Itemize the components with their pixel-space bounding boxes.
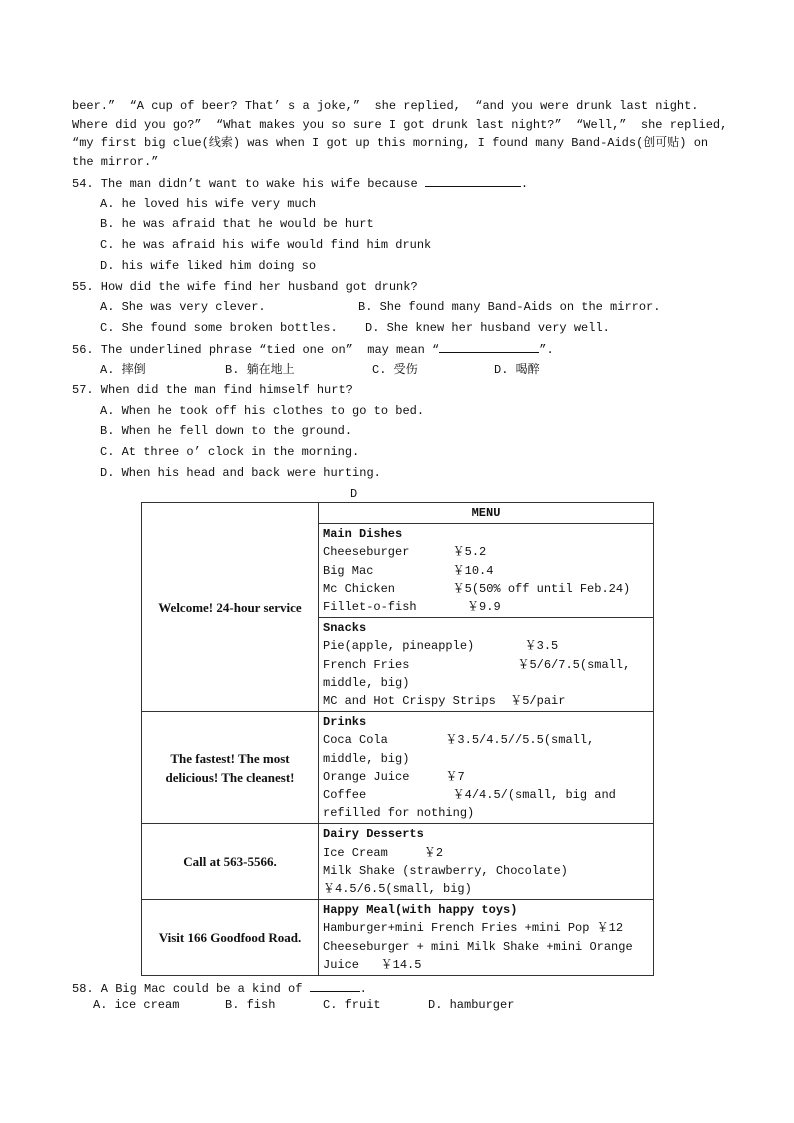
menu-item: Milk Shake (strawberry, Chocolate) ￥4.5/6.5(small, big) — [323, 863, 568, 897]
option-58d: D. hamburger — [428, 998, 515, 1012]
menu-item: Orange Juice ￥7 — [323, 769, 465, 784]
menu-item: Coffee ￥4/4.5/(small, big and refilled for nothing) — [323, 788, 616, 821]
menu-item: Cheeseburger ￥5.2 — [323, 545, 487, 560]
menu-item: Fillet-o-fish ￥9.9 — [323, 600, 501, 615]
option-58c: C. fruit — [323, 998, 381, 1012]
question-56: 56. The underlined phrase “tied one on” may mean “ ”. — [72, 343, 554, 357]
menu-item: French Fries ￥5/6/7.5(small, middle, big) — [323, 657, 631, 690]
question-54: 54. The man didn’t want to wake his wife because . — [72, 177, 529, 191]
option-54b: B. he was afraid that he would be hurt — [100, 217, 374, 231]
menu-left-phone: Call at 563-5566. — [142, 824, 319, 900]
option-57d: D. When his head and back were hurting. — [100, 466, 381, 480]
menu-item: Hamburger+mini French Fries +mini Pop ￥12 — [323, 921, 624, 936]
passage-line: the mirror.” — [72, 155, 159, 169]
menu-item: Cheeseburger + mini Milk Shake +mini Orange Juice ￥14.5 — [323, 939, 633, 972]
question-57: 57. When did the man find himself hurt? — [72, 383, 353, 397]
happy-meal-cell — [319, 900, 654, 976]
option-54a: A. he loved his wife very much — [100, 197, 317, 211]
answer-blank — [425, 175, 521, 187]
menu-item: Mc Chicken ￥5(50% off until Feb.24) — [323, 581, 631, 596]
answer-blank — [439, 341, 539, 353]
option-56d: D. 喝醉 — [494, 363, 540, 377]
desserts-cell — [319, 824, 654, 900]
question-55: 55. How did the wife find her husband got drunk? — [72, 280, 418, 294]
main-dishes-cell — [319, 524, 654, 618]
drinks-heading: Drinks — [323, 715, 367, 730]
menu-left-welcome: Welcome! 24-hour service — [142, 503, 319, 712]
passage-line: “my first big clue(线索) was when I got up this morning, I found many Band-Aids(创可贴) on — [72, 136, 709, 150]
snacks-cell — [319, 618, 654, 712]
option-57a: A. When he took off his clothes to go to bed. — [100, 404, 425, 418]
option-55d: D. She knew her husband very well. — [365, 321, 610, 335]
menu-item: Coca Cola ￥3.5/4.5//5.5(small, middle, big) — [323, 733, 595, 766]
menu-title: MENU — [319, 503, 654, 524]
menu-item: MC and Hot Crispy Strips ￥5/pair — [323, 694, 566, 709]
question-58: 58. A Big Mac could be a kind of . — [72, 982, 367, 996]
menu-item: Ice Cream ￥2 — [323, 845, 444, 860]
option-56b: B. 躺在地上 — [225, 363, 295, 377]
answer-blank — [310, 980, 360, 992]
option-55c: C. She found some broken bottles. — [100, 321, 338, 335]
option-56a: A. 摔倒 — [100, 363, 146, 377]
option-57c: C. At three o’ clock in the morning. — [100, 445, 360, 459]
happy-meal-heading: Happy Meal(with happy toys) — [323, 903, 518, 918]
menu-item: Pie(apple, pineapple) ￥3.5 — [323, 639, 559, 654]
drinks-cell — [319, 712, 654, 824]
menu-table — [141, 502, 654, 976]
menu-left-address: Visit 166 Goodfood Road. — [142, 900, 319, 976]
menu-left-slogan: The fastest! The most delicious! The cleanest! — [142, 712, 319, 824]
snacks-heading: Snacks — [323, 621, 367, 636]
option-57b: B. When he fell down to the ground. — [100, 424, 353, 438]
option-55b: B. She found many Band-Aids on the mirror. — [358, 300, 661, 314]
option-54d: D. his wife liked him doing so — [100, 259, 317, 273]
option-55a: A. She was very clever. — [100, 300, 266, 314]
option-54c: C. he was afraid his wife would find him drunk — [100, 238, 432, 252]
passage-line: beer.” “A cup of beer? That’ s a joke,” she replied, “and you were drunk last night. — [72, 99, 699, 113]
option-56c: C. 受伤 — [372, 363, 418, 377]
option-58b: B. fish — [225, 998, 276, 1012]
passage-line: Where did you go?” “What makes you so sure I got drunk last night?” “Well,” she replied, — [72, 118, 728, 132]
option-58a: A. ice cream — [93, 998, 180, 1012]
main-dishes-heading: Main Dishes — [323, 527, 403, 542]
desserts-heading: Dairy Desserts — [323, 827, 424, 842]
menu-item: Big Mac ￥10.4 — [323, 563, 494, 578]
section-label: D — [350, 487, 358, 501]
